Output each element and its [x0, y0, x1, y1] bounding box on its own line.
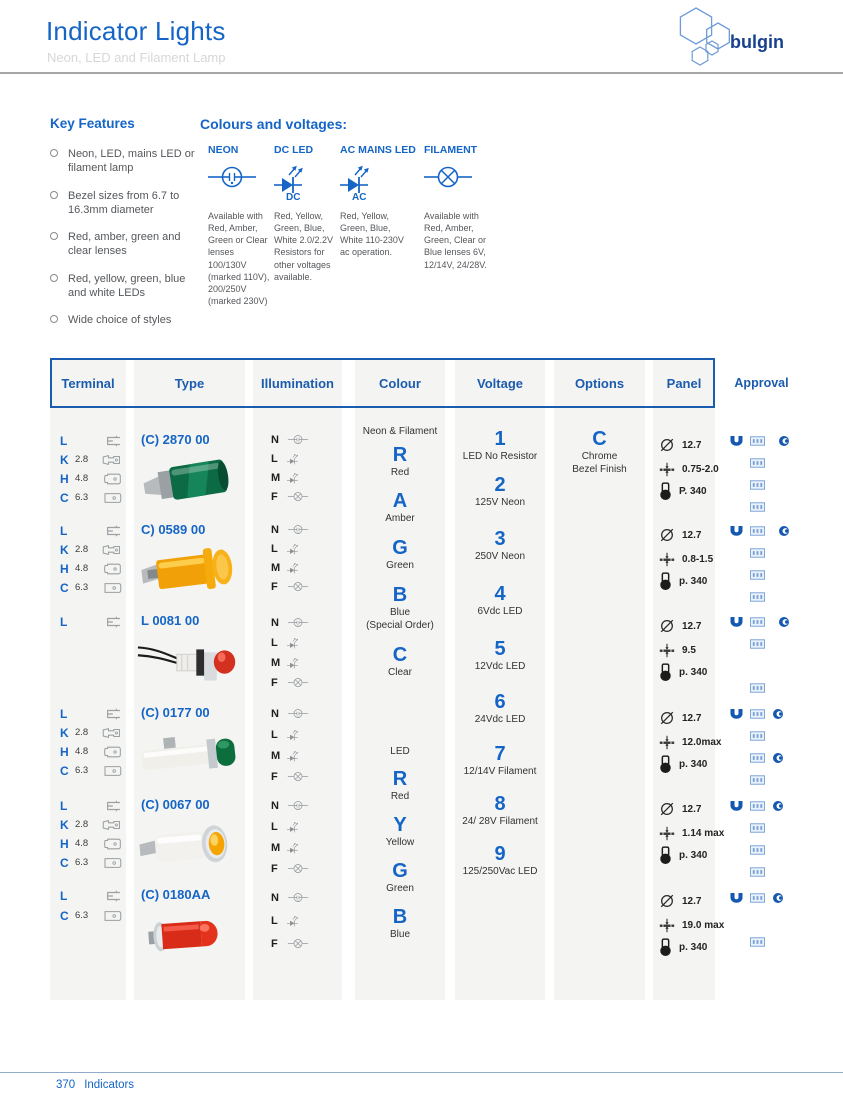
key-features-heading: Key Features [50, 116, 135, 131]
filament-mini-icon [287, 771, 309, 782]
keyhole-icon [659, 846, 672, 865]
terminal-code: H [60, 561, 69, 576]
keyhole-icon [659, 755, 672, 774]
panel-thickness: 0.8-1.5 [682, 553, 714, 565]
terminal-size: 4.8 [75, 563, 89, 574]
lamp-type-neon [208, 144, 270, 307]
terminal-spade-icon [100, 818, 124, 832]
feature-item [50, 230, 200, 259]
cert-badge-icon [750, 548, 765, 558]
led-mini-icon [287, 842, 300, 854]
terminal-size: 2.8 [75, 544, 89, 555]
dc-label: DC [286, 192, 301, 203]
terminal-code: H [60, 744, 69, 759]
cert-badge-icon [750, 775, 765, 785]
colour-name: Blue [389, 929, 410, 940]
product-photo-red-flange-indicator [136, 906, 243, 968]
voltage-code: 7 [494, 743, 506, 765]
column-type [134, 358, 245, 1000]
diameter-icon [659, 527, 675, 543]
voltage-name: 250V Neon [474, 551, 526, 562]
diameter-icon [659, 710, 675, 726]
colour-name-note: (Special Order) [366, 620, 434, 631]
lamp-type-ac-led [340, 144, 416, 259]
colour-header: Colour [379, 375, 421, 391]
option-name: Bezel Finish [572, 464, 627, 475]
panel-thickness: 0.75-2.0 [682, 463, 719, 475]
panel-thickness: 19.0 max [682, 919, 725, 931]
ul-icon [729, 892, 744, 903]
cert-badge-icon [750, 458, 765, 468]
terminal-size: 6.3 [75, 582, 89, 593]
cert-badge-icon [750, 617, 765, 627]
illumination-code: L [271, 542, 278, 555]
panel-page-ref: p. 340 [679, 758, 708, 770]
cert-badge-icon [750, 502, 765, 512]
illumination-code: N [271, 616, 279, 629]
terminal-size: 2.8 [75, 454, 89, 465]
illumination-code: M [271, 656, 281, 669]
cert-badge-icon [750, 480, 765, 490]
cert-badge-icon [750, 867, 765, 877]
part-number: C) 0589 00 [141, 522, 206, 537]
column-voltage [455, 358, 545, 1000]
csa-icon [773, 801, 783, 811]
csa-icon [773, 753, 783, 763]
colour-code: C [392, 644, 408, 666]
lamp-type-description: Red, Yellow, Green, Blue, White 110-230V ac operation. [340, 211, 404, 258]
approval-header: Approval [734, 376, 789, 390]
illumination-code: M [271, 561, 281, 574]
column-options [554, 358, 645, 1000]
terminal-tab-icon [100, 472, 124, 486]
colour-code: R [392, 444, 408, 466]
bullet-icon [50, 149, 58, 157]
voltage-name: 12Vdc LED [474, 661, 526, 672]
feature-item [50, 272, 200, 301]
bullet-icon [50, 191, 58, 199]
part-number: (C) 2870 00 [141, 432, 210, 447]
led-mini-icon [287, 915, 300, 927]
illumination-code: F [271, 862, 278, 875]
terminal-code: K [60, 542, 69, 557]
terminal-code: K [60, 452, 69, 467]
voltage-code: 1 [494, 428, 506, 450]
footer [56, 1079, 143, 1091]
bullet-icon [50, 274, 58, 282]
colour-name: Red [390, 791, 410, 802]
diameter-icon [659, 437, 675, 453]
terminal-code: H [60, 836, 69, 851]
product-photo-red-wire-indicator [136, 633, 243, 695]
terminal-code: K [60, 817, 69, 832]
panel-diameter: 12.7 [682, 803, 702, 815]
lamp-type-description: Available with Red, Amber, Green, Clear or Blue lenses 6V, 12/14V, 24/28V. [424, 211, 487, 270]
feature-text: Red, yellow, green, blue and white LEDs [68, 272, 186, 300]
illumination-code: N [271, 891, 279, 904]
panel-diameter: 12.7 [682, 439, 702, 451]
terminal-tab-icon [100, 909, 124, 923]
page-subtitle: Neon, LED and Filament Lamp [47, 50, 226, 65]
panel-diameter: 12.7 [682, 620, 702, 632]
terminal-lead-icon [100, 707, 124, 721]
bullet-icon [50, 232, 58, 240]
terminal-header: Terminal [61, 375, 115, 391]
bullet-icon [50, 315, 58, 323]
led-mini-icon [287, 637, 300, 649]
diameter-icon [659, 801, 675, 817]
csa-icon [773, 709, 783, 719]
ac-label: AC [352, 192, 367, 203]
part-number: (C) 0177 00 [141, 705, 210, 720]
panel-page-ref: p. 340 [679, 941, 708, 953]
cert-badge-icon [750, 683, 765, 693]
cert-badge-icon [750, 639, 765, 649]
keyhole-icon [659, 938, 672, 957]
feature-item [50, 313, 200, 327]
column-terminal [50, 358, 126, 1000]
terminal-tab-icon [100, 745, 124, 759]
voltage-name: 24Vdc LED [474, 714, 526, 725]
diameter-icon [659, 893, 675, 909]
terminal-size: 2.8 [75, 819, 89, 830]
terminal-code: C [60, 855, 69, 870]
panel-page-ref: P. 340 [679, 485, 707, 497]
lamp-type-label: FILAMENT [424, 144, 478, 156]
illumination-code: M [271, 841, 281, 854]
colour-name: Amber [385, 513, 415, 524]
header-divider [0, 72, 843, 74]
ac-led-symbol-icon [340, 164, 374, 194]
column-panel [653, 358, 725, 1000]
illumination-code: F [271, 490, 278, 503]
type-header: Type [174, 375, 205, 391]
illumination-code: N [271, 707, 279, 720]
panel-thickness: 12.0max [682, 736, 722, 748]
terminal-tab-icon [100, 562, 124, 576]
colour-code: Y [393, 814, 407, 836]
panel-thickness-icon [659, 826, 675, 841]
colour-name: Clear [388, 667, 412, 678]
filament-mini-icon [287, 863, 309, 874]
led-mini-icon [287, 453, 300, 465]
feature-text: Wide choice of styles [68, 314, 172, 327]
terminal-code: K [60, 725, 69, 740]
lamp-type-filament [424, 144, 488, 271]
illumination-code: M [271, 471, 281, 484]
options-header: Options [574, 375, 625, 391]
terminal-spade-icon [100, 543, 124, 557]
filament-symbol-icon [424, 164, 472, 190]
hexagons-logo-icon [672, 4, 734, 68]
panel-thickness: 9.5 [682, 644, 696, 656]
led-mini-icon [287, 543, 300, 555]
colour-code: R [392, 768, 408, 790]
terminal-lead-icon [100, 889, 124, 903]
panel-thickness-icon [659, 918, 675, 933]
illumination-code: F [271, 676, 278, 689]
voltage-name: 125V Neon [474, 497, 526, 508]
lamp-type-description: Available with Red, Amber, Green or Clear lenses 100/130V (marked 110V), 200/250V (marked 230V) [208, 211, 270, 306]
terminal-code: H [60, 471, 69, 486]
panel-thickness-icon [659, 462, 675, 477]
led-mini-icon [287, 562, 300, 574]
product-photo-white-amber-indicator [136, 816, 243, 878]
terminal-code: C [60, 580, 69, 595]
product-table [50, 358, 800, 1000]
colour-code: A [392, 490, 408, 512]
cert-badge-icon [750, 823, 765, 833]
voltage-code: 3 [494, 528, 506, 550]
ul-icon [729, 800, 744, 811]
colour-name: Blue [389, 607, 410, 618]
colour-name: Green [386, 560, 414, 571]
key-features-section [50, 116, 200, 341]
footer-divider [0, 1072, 843, 1073]
cert-badge-icon [750, 592, 765, 602]
terminal-tab-icon [100, 491, 124, 505]
page-title: Indicator Lights [46, 16, 226, 46]
cert-badge-icon [750, 526, 765, 536]
terminal-code: L [60, 433, 68, 448]
terminal-size: 4.8 [75, 746, 89, 757]
brand-wordmark: bulgin [730, 32, 784, 52]
cert-badge-icon [750, 436, 765, 446]
terminal-tab-icon [100, 581, 124, 595]
illumination-code: L [271, 636, 278, 649]
terminal-lead-icon [100, 799, 124, 813]
feature-item [50, 189, 200, 218]
csa-icon [779, 436, 789, 446]
csa-icon [779, 617, 789, 627]
lamp-type-label: AC MAINS LED [340, 144, 416, 156]
ul-icon [729, 435, 744, 446]
led-mini-icon [287, 729, 300, 741]
colour-code: B [392, 906, 408, 928]
voltage-code: 6 [494, 691, 506, 713]
cert-badge-icon [750, 801, 765, 811]
illumination-code: L [271, 914, 278, 927]
feature-text: Bezel sizes from 6.7 to 16.3mm diameter [68, 189, 180, 216]
feature-text: Red, amber, green and clear lenses [68, 231, 181, 258]
neon-mini-icon [287, 524, 309, 535]
panel-thickness-icon [659, 643, 675, 658]
voltage-code: 9 [494, 843, 506, 865]
feature-item [50, 147, 200, 176]
illumination-code: M [271, 749, 281, 762]
terminal-size: 4.8 [75, 838, 89, 849]
footer-section-label: Indicators [84, 1079, 135, 1091]
illumination-code: N [271, 433, 279, 446]
diameter-icon [659, 618, 675, 634]
terminal-spade-icon [100, 726, 124, 740]
feature-text: Neon, LED, mains LED or filament lamp [68, 148, 195, 175]
voltage-name: 6Vdc LED [477, 606, 523, 617]
option-code: C [592, 428, 607, 450]
led-mini-icon [287, 472, 300, 484]
illumination-code: F [271, 937, 278, 950]
cert-badge-icon [750, 731, 765, 741]
terminal-code: L [60, 706, 68, 721]
illumination-code: N [271, 523, 279, 536]
illumination-code: L [271, 820, 278, 833]
cert-badge-icon [750, 709, 765, 719]
lamp-type-dc-led [274, 144, 336, 283]
cert-badge-icon [750, 937, 765, 947]
terminal-code: L [60, 888, 68, 903]
colours-voltages-heading: Colours and voltages: [200, 116, 348, 132]
voltage-code: 5 [494, 638, 506, 660]
voltage-code: 2 [494, 474, 506, 496]
filament-mini-icon [287, 581, 309, 592]
panel-diameter: 12.7 [682, 895, 702, 907]
neon-mini-icon [287, 800, 309, 811]
terminal-size: 6.3 [75, 765, 89, 776]
ul-icon [729, 616, 744, 627]
terminal-tab-icon [100, 837, 124, 851]
colour-group-label: Neon & Filament [362, 426, 438, 437]
column-approval [723, 358, 800, 1000]
led-mini-icon [287, 750, 300, 762]
filament-mini-icon [287, 491, 309, 502]
panel-thickness-icon [659, 552, 675, 567]
illumination-code: N [271, 799, 279, 812]
terminal-code: L [60, 798, 68, 813]
csa-icon [773, 893, 783, 903]
terminal-size: 4.8 [75, 473, 89, 484]
product-photo-amber-indicator [136, 540, 243, 602]
neon-mini-icon [287, 617, 309, 628]
panel-diameter: 12.7 [682, 529, 702, 541]
part-number: (C) 0067 00 [141, 797, 210, 812]
terminal-code: L [60, 614, 68, 629]
product-photo-white-green-indicator [136, 726, 243, 788]
ul-icon [729, 525, 744, 536]
option-name: Chrome [581, 451, 618, 462]
csa-icon [779, 526, 789, 536]
keyhole-icon [659, 572, 672, 591]
terminal-code: C [60, 908, 69, 923]
colour-name: Green [386, 883, 414, 894]
illumination-code: F [271, 770, 278, 783]
dc-led-symbol-icon [274, 164, 308, 194]
product-photo-green-indicator [136, 450, 243, 512]
keyhole-icon [659, 482, 672, 501]
lamp-type-label: NEON [208, 144, 239, 156]
part-number: (C) 0180AA [141, 887, 211, 902]
panel-page-ref: p. 340 [679, 666, 708, 678]
terminal-code: C [60, 763, 69, 778]
panel-diameter: 12.7 [682, 712, 702, 724]
page-number: 370 [56, 1079, 76, 1091]
filament-mini-icon [287, 677, 309, 688]
colour-code: G [392, 860, 408, 882]
cert-badge-icon [750, 845, 765, 855]
terminal-size: 6.3 [75, 857, 89, 868]
filament-mini-icon [287, 938, 309, 949]
terminal-size: 2.8 [75, 727, 89, 738]
terminal-code: C [60, 490, 69, 505]
lamp-type-label: DC LED [274, 144, 314, 156]
terminal-size: 6.3 [75, 910, 89, 921]
led-mini-icon [287, 821, 300, 833]
column-colour [355, 358, 445, 1000]
panel-thickness-icon [659, 735, 675, 750]
cert-badge-icon [750, 753, 765, 763]
terminal-spade-icon [100, 453, 124, 467]
illumination-code: L [271, 728, 278, 741]
colour-name: Yellow [385, 837, 415, 848]
colour-group-label: LED [390, 746, 410, 757]
panel-page-ref: p. 340 [679, 575, 708, 587]
neon-mini-icon [287, 708, 309, 719]
voltage-code: 8 [494, 793, 506, 815]
colour-name: Red [390, 467, 410, 478]
illumination-header: Illumination [261, 375, 334, 391]
illumination-code: F [271, 580, 278, 593]
neon-mini-icon [287, 434, 309, 445]
voltage-name: LED No Resistor [462, 451, 538, 462]
terminal-tab-icon [100, 764, 124, 778]
lamp-type-description: Red, Yellow, Green, Blue, White 2.0/2.2V Resistors for other voltages available. [274, 211, 334, 282]
terminal-lead-icon [100, 434, 124, 448]
terminal-code: L [60, 523, 68, 538]
terminal-lead-icon [100, 615, 124, 629]
illumination-code: L [271, 452, 278, 465]
bulgin-logo [672, 4, 802, 70]
panel-page-ref: p. 340 [679, 849, 708, 861]
neon-mini-icon [287, 892, 309, 903]
column-illumination [253, 358, 342, 1000]
voltage-code: 4 [494, 583, 506, 605]
keyhole-icon [659, 663, 672, 682]
led-mini-icon [287, 657, 300, 669]
voltage-name: 12/14V Filament [463, 766, 537, 777]
cert-badge-icon [750, 893, 765, 903]
panel-thickness: 1.14 max [682, 827, 725, 839]
voltage-name: 24/ 28V Filament [462, 816, 538, 827]
colour-code: B [392, 584, 408, 606]
colour-code: G [392, 537, 408, 559]
voltage-name: 125/250Vac LED [462, 866, 538, 877]
voltage-header: Voltage [477, 375, 523, 391]
panel-header: Panel [666, 375, 702, 391]
ul-icon [729, 708, 744, 719]
terminal-size: 6.3 [75, 492, 89, 503]
terminal-tab-icon [100, 856, 124, 870]
cert-badge-icon [750, 570, 765, 580]
neon-symbol-icon [208, 164, 256, 190]
terminal-lead-icon [100, 524, 124, 538]
part-number: L 0081 00 [141, 613, 200, 628]
